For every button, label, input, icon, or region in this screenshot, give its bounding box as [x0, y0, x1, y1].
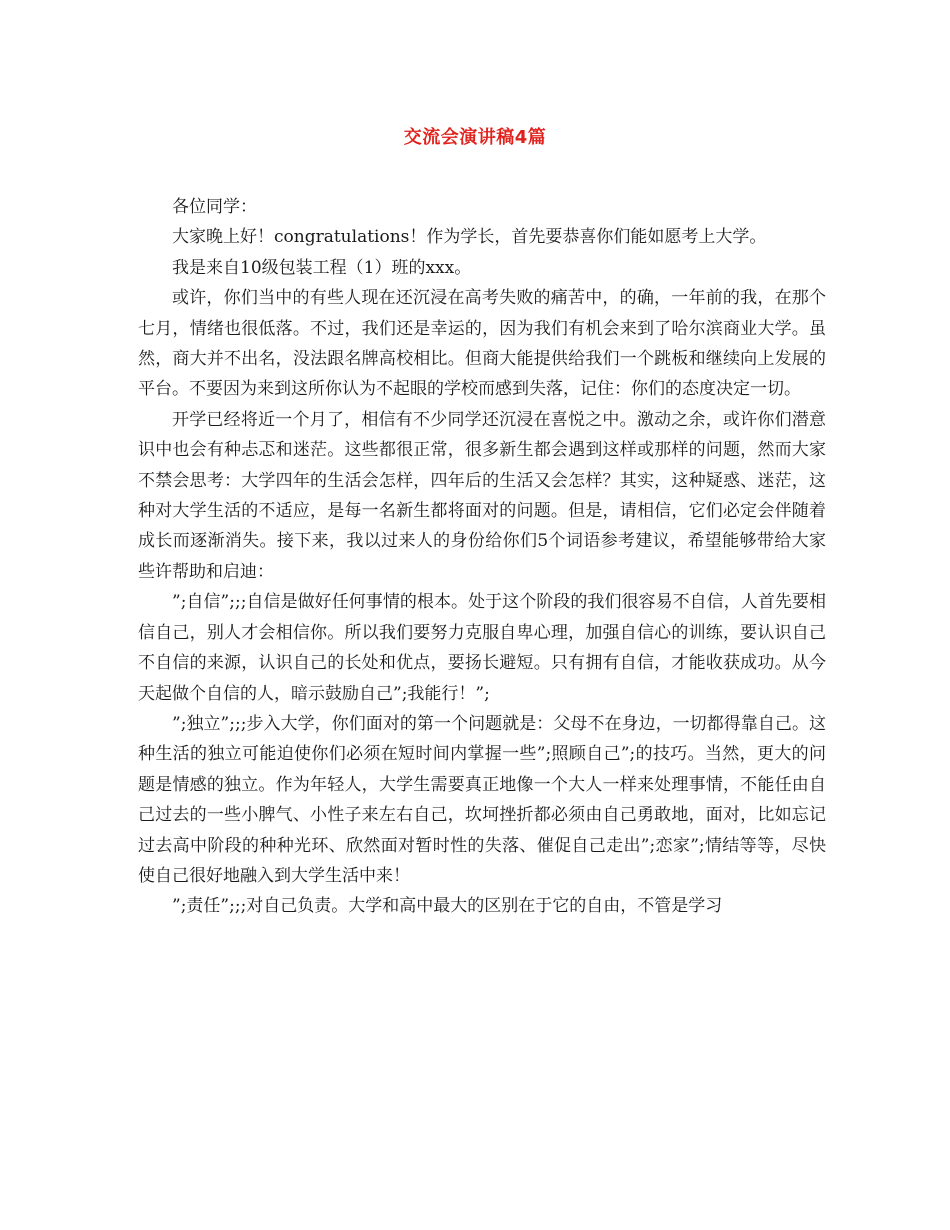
paragraph-confidence: ”;自信”;;;自信是做好任何事情的根本。处于这个阶段的我们很容易不自信，人首先要相信自己，别人才会相信你。所以我们要努力克服自卑心理，加强自信心的训练，要认识自己不自信的来源，认识自己的长处和优点，要扬长避短。只有拥有自信，才能收获成功。从今天起做个自信的人，暗示鼓励自己”;我能行！”;	[138, 592, 826, 704]
document-title: 交流会演讲稿4篇	[403, 127, 547, 148]
paragraph-independence: ”;独立”;;;步入大学，你们面对的第一个问题就是：父母不在身边，一切都得靠自己。这种生活的独立可能迫使你们必须在短时间内掌握一些”;照顾自己”;的技巧。当然，更大的问题是情感的独立。作为年轻人，大学生需要真正地像一个大人一样来处理事情，不能任由自己过去的一些小脾气、小性子来左右自己，坎坷挫折都必须由自己勇敢地，面对，比如忘记过去高中阶段的种种光环、欣然面对暂时性的失落、催促自己走出”;恋家”;情结等等，尽快使自己很好地融入到大学生活中来！	[138, 713, 826, 886]
paragraph-opening: 大家晚上好！congratulations！作为学长，首先要恭喜你们能如愿考上大学。	[172, 227, 767, 248]
paragraph-disappointment: 或许，你们当中的有些人现在还沉浸在高考失败的痛苦中，的确，一年前的我，在那个七月，情绪也很低落。不过，我们还是幸运的，因为我们有机会来到了哈尔滨商业大学。虽然，商大并不出名，没法跟名牌高校相比。但商大能提供给我们一个跳板和继续向上发展的平台。不要因为来到这所你认为不起眼的学校而感到失落，记住：你们的态度决定一切。	[138, 288, 826, 400]
paragraph-responsibility: ”;责任”;;;对自己负责。大学和高中最大的区别在于它的自由，不管是学习	[172, 896, 723, 917]
paragraph-greeting: 各位同学：	[172, 197, 257, 217]
paragraph-confusion: 开学已经将近一个月了，相信有不少同学还沉浸在喜悦之中。激动之余，或许你们潜意识中也会有种忐忑和迷茫。这些都很正常，很多新生都会遇到这样或那样的问题，然而大家不禁会思考：大学四年的生活会怎样，四年后的生活又会怎样？其实，这种疑惑、迷茫，这种对大学生活的不适应，是每一名新生都将面对的问题。但是，请相信，它们必定会伴随着成长而逐渐消失。接下来，我以过来人的身份给你们5个词语参考建议，希望能够带给大家些许帮助和启迪：	[138, 409, 826, 582]
document-body	[138, 192, 826, 922]
paragraph-self-intro: 我是来自10级包装工程（1）班的xxx。	[172, 257, 472, 278]
